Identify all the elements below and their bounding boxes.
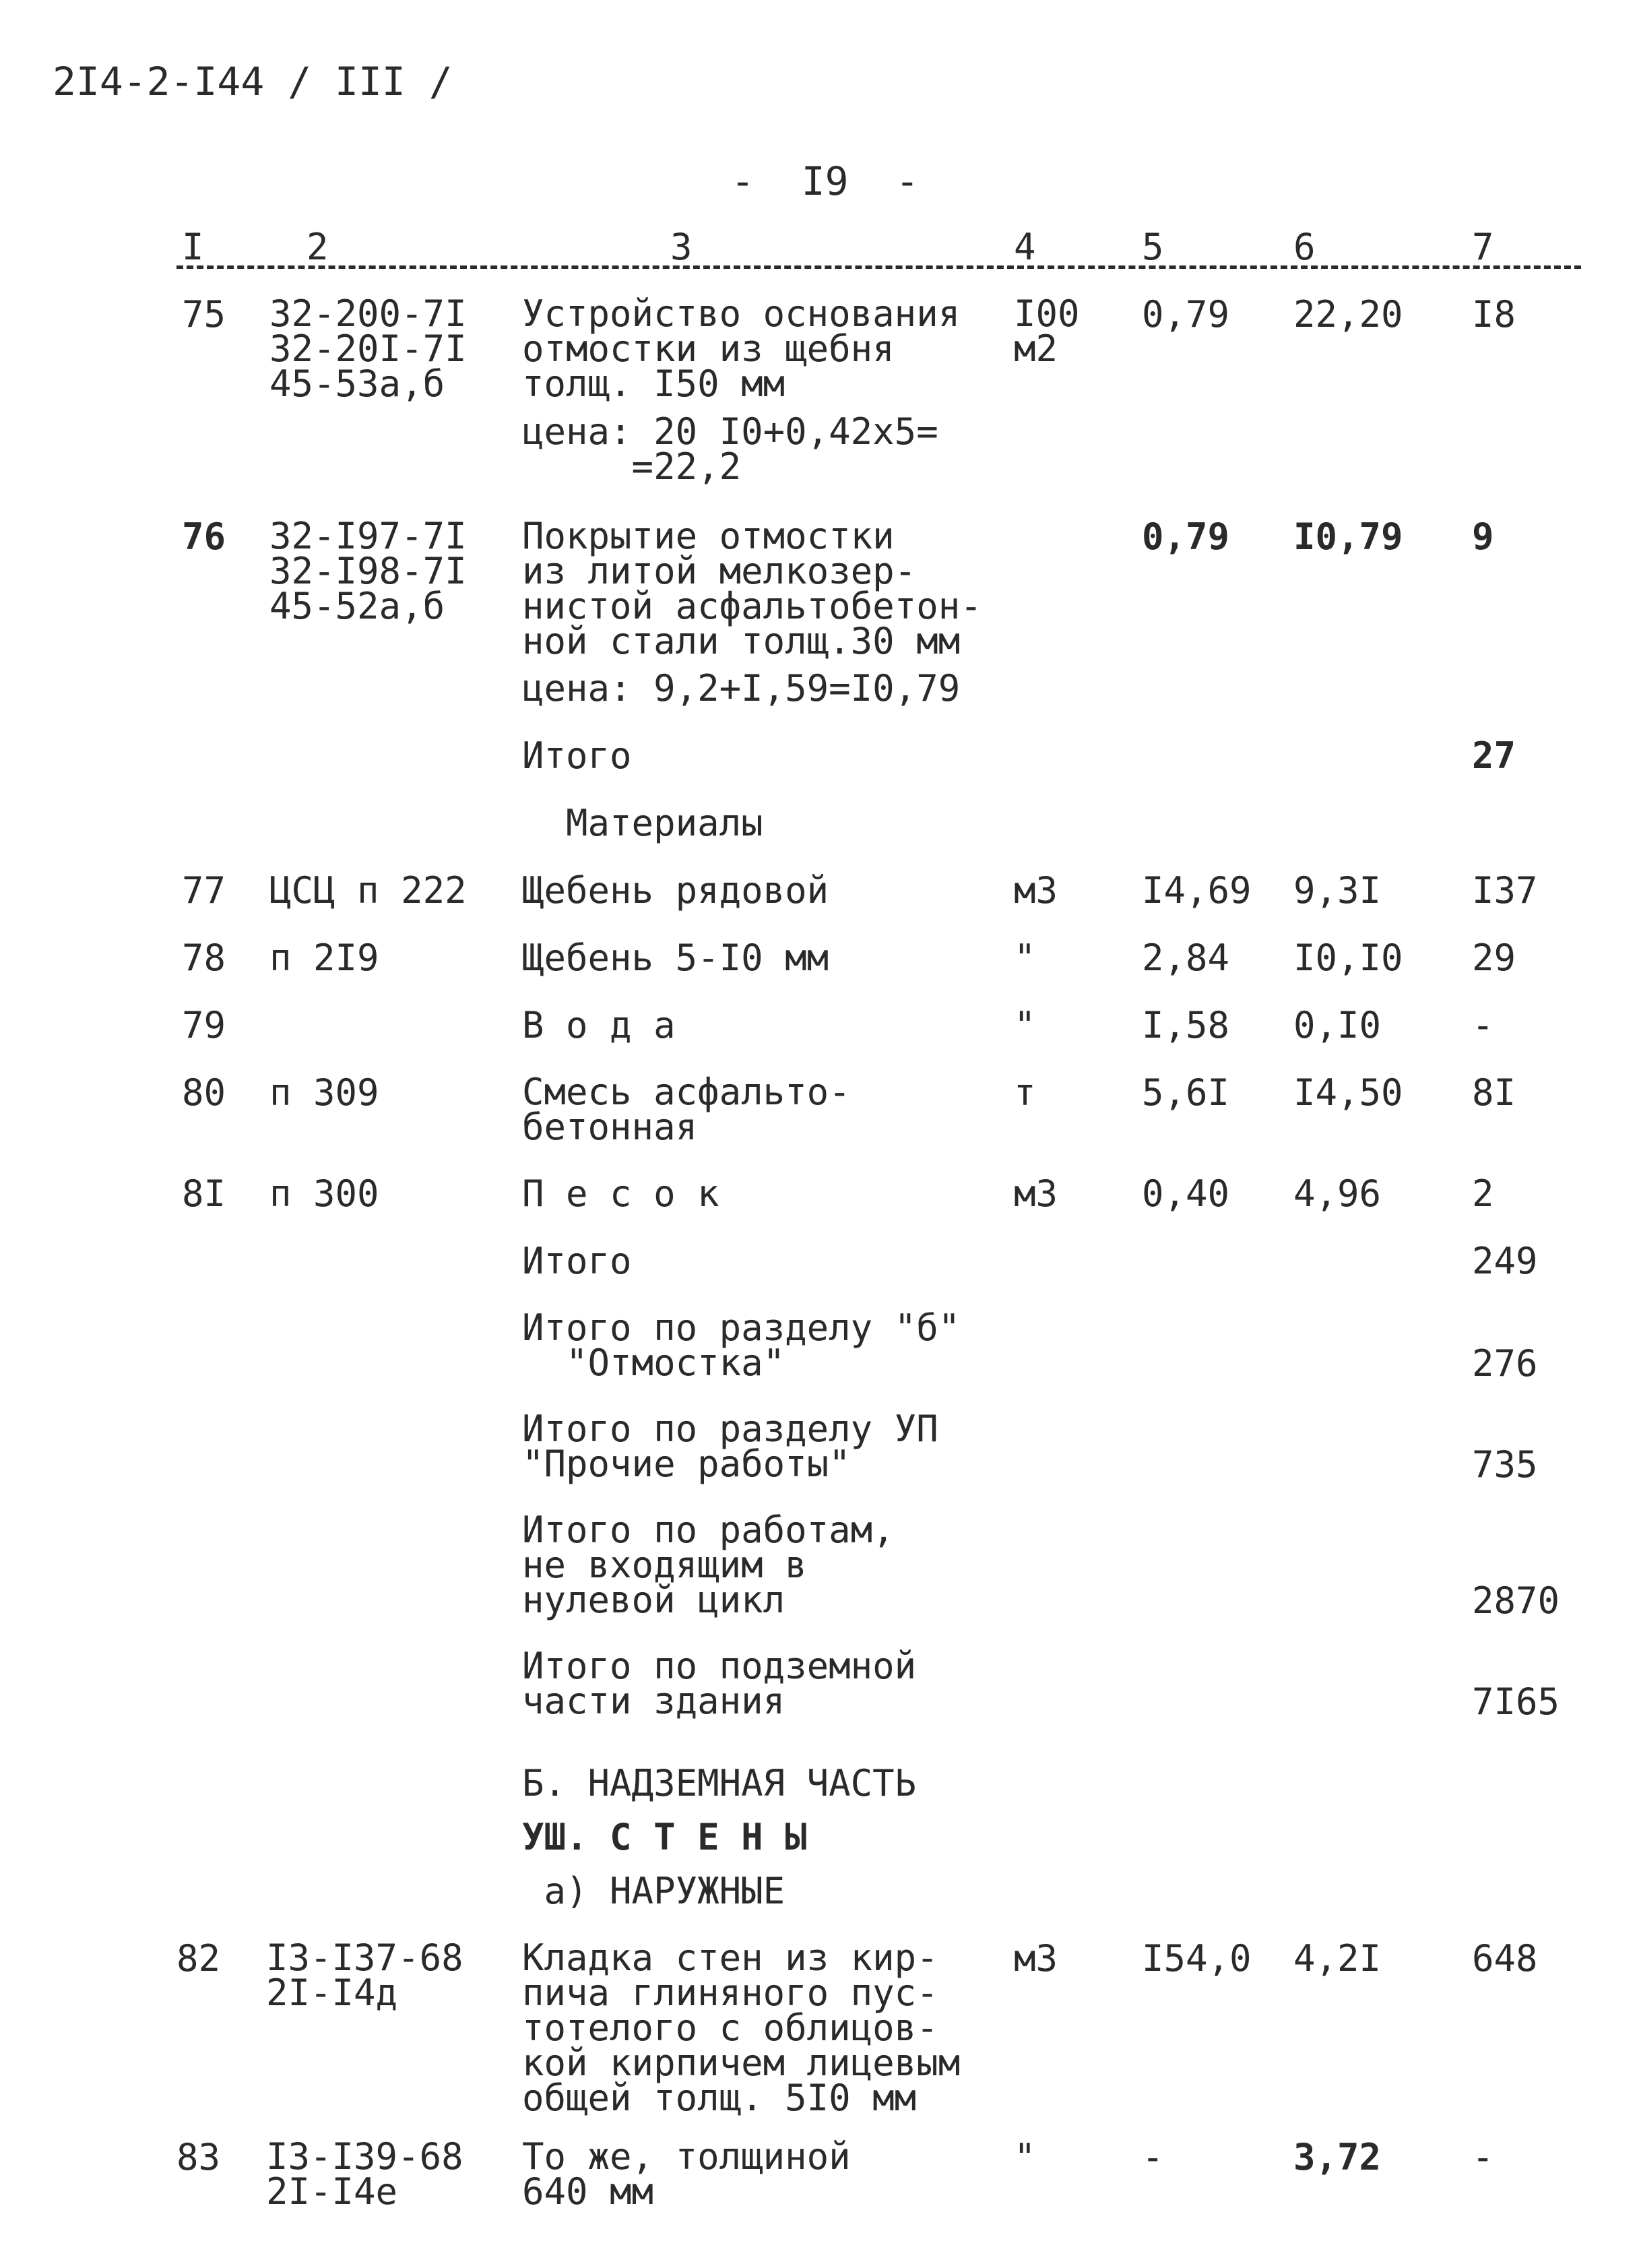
unit-price: 22,20 (1293, 293, 1403, 336)
document-code: 2I4-2-I44 / III / (53, 59, 453, 104)
quantity: 5,6I (1142, 1071, 1230, 1114)
norm-code: 32-200-7I 32-20I-7I 45-53а,б (269, 292, 467, 405)
norm-code: 32-I97-7I 32-I98-7I 45-52а,б (269, 515, 467, 627)
unit-price: 9,3I (1293, 869, 1382, 912)
subtotal-label: Итого по разделу "б" "Отмостка" (522, 1306, 961, 1384)
work-description: П е с о к (522, 1172, 719, 1215)
section-heading-walls: УШ. С Т Е Н Ы (522, 1816, 807, 1858)
subtotal-label: Итого по разделу УП "Прочие работы" (522, 1408, 938, 1485)
row-number: 80 (182, 1071, 226, 1114)
row-number: 83 (176, 2136, 221, 2178)
row-number: 75 (182, 293, 226, 336)
subtotal-value: 276 (1472, 1342, 1538, 1385)
subtotal-label: Итого (522, 734, 632, 777)
work-description: Покрытие отмостки из литой мелкозер- нистой асфальтобетон- ной стали толщ.30 мм (522, 515, 982, 662)
unit-price: I4,50 (1293, 1071, 1403, 1114)
total-cost: 9 (1472, 515, 1494, 558)
row-number: 8I (182, 1172, 226, 1215)
unit: м3 (1014, 1172, 1058, 1215)
work-description: То же, толщиной 640 мм (522, 2135, 851, 2213)
subtotal-label: Итого по подземной части здания (522, 1645, 917, 1722)
unit: " (1014, 1004, 1036, 1046)
total-cost: 648 (1472, 1937, 1538, 1980)
row-number: 82 (176, 1937, 221, 1980)
unit-price: 3,72 (1293, 2136, 1382, 2178)
work-description: Устройство основания отмостки из щебня толщ. I50 мм (522, 292, 961, 405)
quantity: I,58 (1142, 1004, 1230, 1046)
column-header-7: 7 (1472, 226, 1494, 268)
norm-code: п 2I9 (269, 937, 379, 979)
quantity: I4,69 (1142, 869, 1252, 912)
unit: м3 (1014, 869, 1058, 912)
unit: I00 м2 (1014, 292, 1080, 370)
price-calculation: цена: 20 I0+0,42х5= =22,2 (522, 410, 938, 488)
total-cost: I37 (1472, 869, 1538, 912)
norm-code: п 309 (269, 1071, 379, 1114)
subtotal-value: 7I65 (1472, 1680, 1560, 1723)
price-calculation: цена: 9,2+I,59=I0,79 (522, 667, 961, 710)
subtotal-label: Итого (522, 1240, 632, 1282)
subtotal-value: 249 (1472, 1240, 1538, 1282)
column-header-1: I (182, 226, 204, 268)
norm-code: п 300 (269, 1172, 379, 1215)
row-number: 79 (182, 1004, 226, 1046)
subtotal-value: 27 (1472, 734, 1516, 777)
page-number: - I9 - (731, 158, 920, 204)
unit-price: 0,I0 (1293, 1004, 1382, 1046)
section-heading-aboveground: Б. НАДЗЕМНАЯ ЧАСТЬ (522, 1762, 917, 1804)
total-cost: I8 (1472, 293, 1516, 336)
column-header-2: 2 (307, 226, 329, 268)
column-header-3: 3 (670, 226, 693, 268)
unit-price: 4,2I (1293, 1937, 1382, 1980)
section-heading-materials: Материалы (522, 802, 763, 844)
subtotal-label: Итого по работам, не входящим в нулевой цикл (522, 1509, 895, 1621)
column-header-5: 5 (1142, 226, 1164, 268)
unit: " (1014, 2136, 1036, 2178)
norm-code: I3-I39-68 2I-I4е (266, 2135, 463, 2213)
unit-price: I0,79 (1293, 515, 1403, 558)
section-heading-exterior: а) НАРУЖНЫЕ (522, 1870, 785, 1912)
subtotal-value: 2870 (1472, 1579, 1560, 1622)
column-header-6: 6 (1293, 226, 1316, 268)
work-description: Щебень рядовой (522, 869, 829, 912)
quantity: 2,84 (1142, 937, 1230, 979)
work-description: Смесь асфальто- бетонная (522, 1071, 851, 1148)
total-cost: 8I (1472, 1071, 1516, 1114)
row-number: 76 (182, 515, 226, 558)
column-header-4: 4 (1014, 226, 1036, 268)
total-cost: 29 (1472, 937, 1516, 979)
work-description: В о д а (522, 1004, 676, 1046)
norm-code: I3-I37-68 2I-I4д (266, 1936, 463, 2014)
unit: м3 (1014, 1937, 1058, 1980)
total-cost: - (1472, 1004, 1494, 1046)
total-cost: 2 (1472, 1172, 1494, 1215)
quantity: I54,0 (1142, 1937, 1252, 1980)
header-underline (176, 265, 1581, 269)
quantity: 0,40 (1142, 1172, 1230, 1215)
unit: " (1014, 937, 1036, 979)
unit-price: 4,96 (1293, 1172, 1382, 1215)
quantity: 0,79 (1142, 293, 1230, 336)
work-description: Кладка стен из кир- пича глиняного пус- тотелого с облицов- кой кирпичем лицевым общей толщ. 5I0 мм (522, 1936, 961, 2119)
total-cost: - (1472, 2136, 1494, 2178)
quantity: 0,79 (1142, 515, 1230, 558)
subtotal-value: 735 (1472, 1443, 1538, 1486)
norm-code: ЦСЦ п 222 (269, 869, 467, 912)
quantity: - (1142, 2136, 1164, 2178)
row-number: 78 (182, 937, 226, 979)
unit-price: I0,I0 (1293, 937, 1403, 979)
row-number: 77 (182, 869, 226, 912)
unit: т (1014, 1071, 1036, 1114)
work-description: Щебень 5-I0 мм (522, 937, 829, 979)
